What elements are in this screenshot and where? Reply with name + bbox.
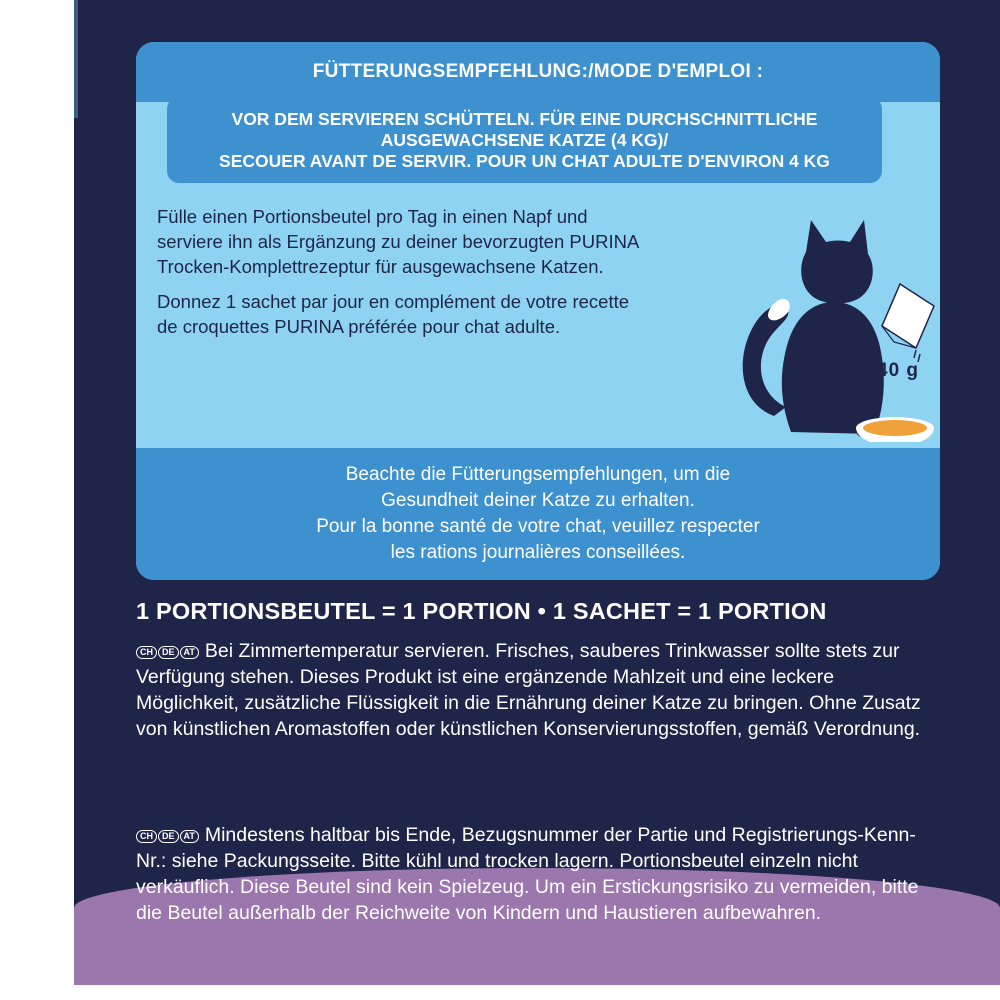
instructions-de: Fülle einen Portionsbeutel pro Tag in einen Napf und serviere ihn als Ergänzung zu deiner bevorzugten PURINA Trocken-Komplettrezeptur für ausgewachsene Katzen.: [157, 206, 639, 277]
footnote-line-3: Pour la bonne santé de votre chat, veuillez respecter: [316, 516, 760, 537]
feeding-footnote: [136, 448, 940, 580]
country-code-at: AT: [180, 646, 199, 659]
bowl-icon: [856, 417, 934, 442]
shake-instruction-box: [167, 97, 882, 183]
package-back-label: [74, 0, 1000, 985]
cat-icon: [743, 220, 884, 434]
country-code-ch: CH: [136, 830, 157, 843]
country-code-ch: CH: [136, 646, 157, 659]
feeding-guide-panel: [136, 42, 940, 580]
instructions-fr: Donnez 1 sachet par jour en complément de votre recette de croquettes PURINA préférée pour chat adulte.: [157, 291, 630, 337]
sachet-icon: [882, 284, 934, 362]
shake-line-2: AUSGEWACHSENE KATZE (4 KG)/: [380, 129, 669, 150]
cat-with-bowl-illustration: [696, 202, 936, 442]
shake-line-1: VOR DEM SERVIEREN SCHÜTTELN. FÜR EINE DURCHSCHNITTLICHE: [231, 108, 818, 129]
portion-heading: 1 PORTIONSBEUTEL = 1 PORTION • 1 SACHET = 1 PORTION: [136, 598, 827, 624]
country-code-de: DE: [158, 646, 179, 659]
country-code-de: DE: [158, 830, 179, 843]
weight-label: 40 g: [877, 360, 920, 381]
feeding-guide-title: FÜTTERUNGSEMPFEHLUNG:/MODE D'EMPLOI :: [136, 42, 940, 102]
country-badges: [136, 646, 199, 659]
footnote-line-4: les rations journalières conseillées.: [390, 542, 686, 563]
shake-line-3: SECOUER AVANT DE SERVIR. POUR UN CHAT ADULTE D'ENVIRON 4 KG: [219, 150, 830, 171]
country-code-at: AT: [180, 830, 199, 843]
country-badges: [136, 830, 199, 843]
storage-info: [136, 822, 926, 926]
footnote-line-1: Beachte die Fütterungsempfehlungen, um die: [345, 464, 731, 485]
feeding-instructions: [157, 204, 647, 349]
footnote-line-2: Gesundheit deiner Katze zu erhalten.: [381, 490, 695, 511]
serving-info: [136, 638, 926, 742]
edge-accent: [74, 0, 78, 118]
storage-text: Mindestens haltbar bis Ende, Bezugsnummer der Partie und Registrierungs-Kenn-Nr.: siehe Packungsseite. Bitte kühl und trocken lagern. Portionsbeutel einzeln nicht verkäuflich. Diese Beutel sind kein Spielzeug. Um ein Erstickungsrisiko zu vermeiden, bitte die Beutel außerhalb der Reichweite von Kindern und Haustieren aufbewahren.: [136, 824, 919, 924]
serving-text: Bei Zimmertemperatur servieren. Frisches, sauberes Trinkwasser sollte stets zur Verfügung stehen. Dieses Produkt ist eine ergänzende Mahlzeit und eine leckere Möglichkeit, zusätzliche Flüssigkeit in die Ernährung deiner Katze zu bringen. Ohne Zusatz von künstlichen Aromastoffen oder künstlichen Konservierungsstoffen, gemäß Verordnung.: [136, 640, 921, 740]
